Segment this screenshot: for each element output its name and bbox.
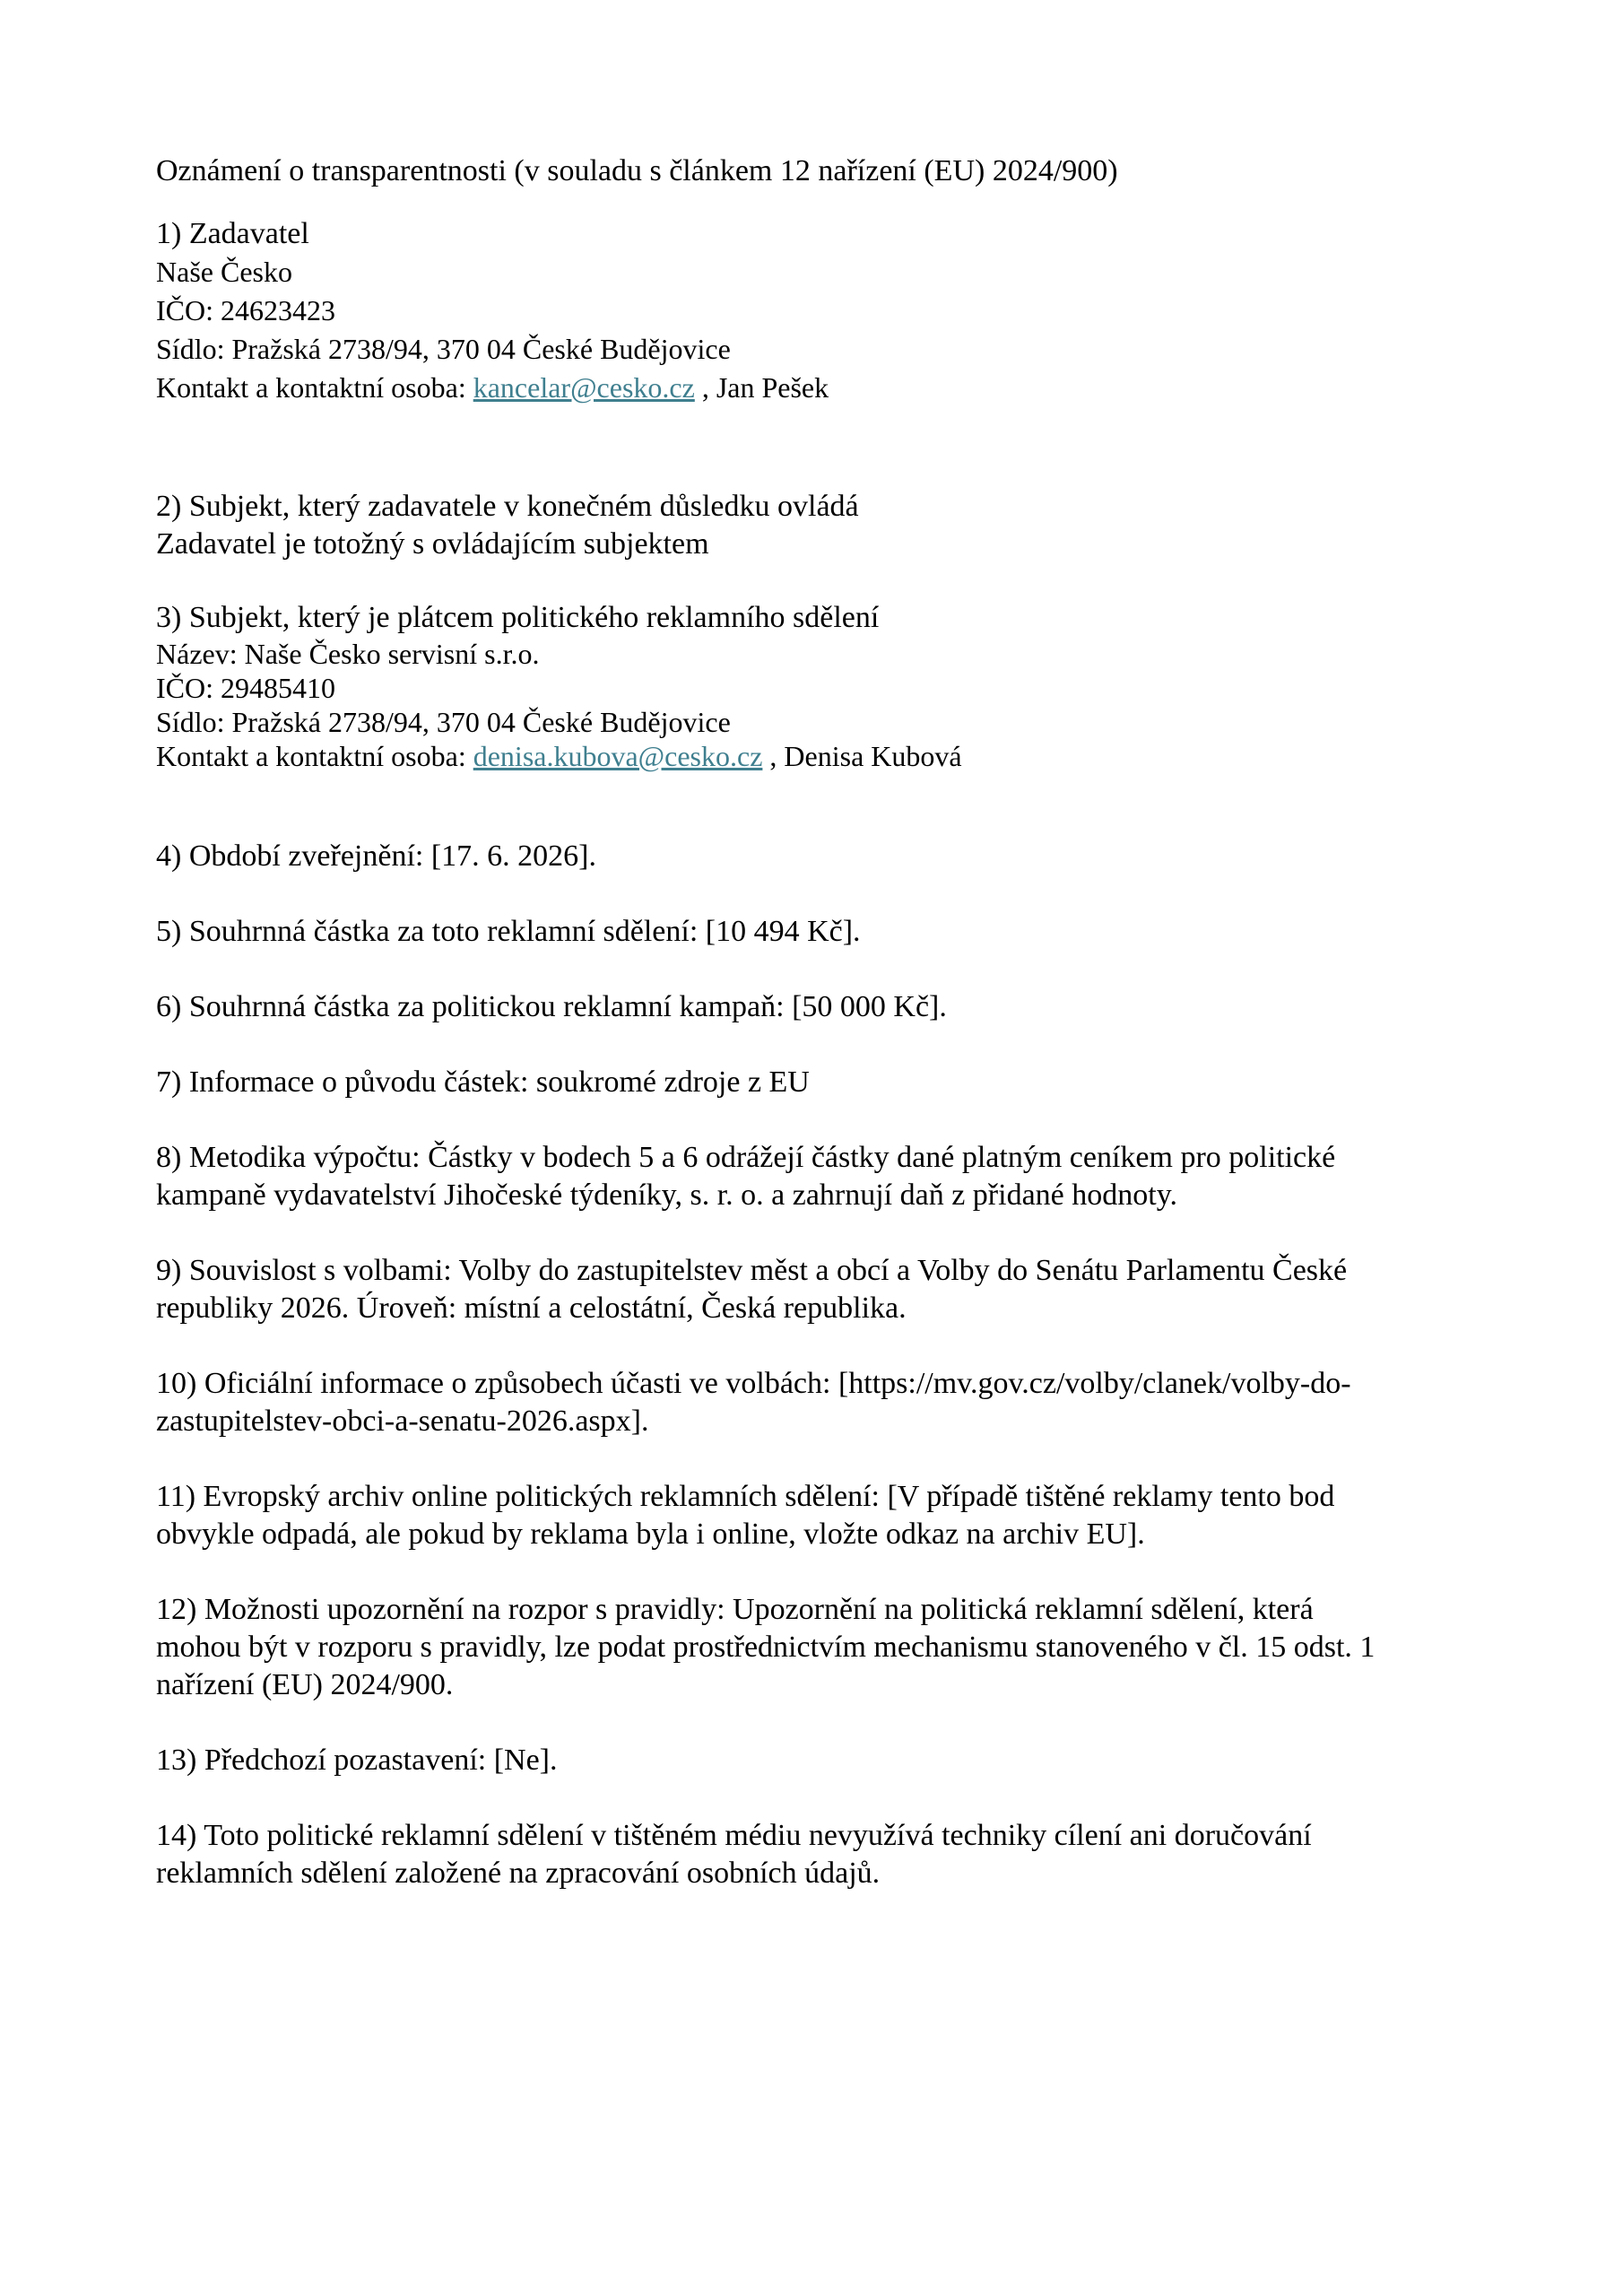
item-11-eu-archive-line-2: obvykle odpadá, ale pokud by reklama byla i online, vložte odkaz na archiv EU]. <box>156 1518 1145 1551</box>
section-1-contact-label: Kontakt a kontaktní osoba: <box>156 371 473 404</box>
item-13-previous-suspension: 13) Předchozí pozastavení: [Ne]. <box>156 1744 558 1777</box>
section-3-contact-person: , Denisa Kubová <box>762 740 962 772</box>
document-content <box>156 152 1501 1892</box>
item-4-publication-period: 4) Období zveřejnění: [17. 6. 2026]. <box>156 839 596 873</box>
item-8-methodology-line-1: 8) Metodika výpočtu: Částky v bodech 5 a 6 odrážejí částky dané platným ceníkem pro politické <box>156 1141 1336 1174</box>
item-7-origin-of-amounts: 7) Informace o původu částek: soukromé zdroje z EU <box>156 1065 810 1099</box>
section-3-seat: Sídlo: Pražská 2738/94, 370 04 České Budějovice <box>156 706 731 738</box>
item-11-eu-archive-line-1: 11) Evropský archiv online politických reklamních sdělení: [V případě tištěné reklamy tento bod <box>156 1480 1335 1513</box>
item-6-campaign-amount: 6) Souhrnná částka za politickou reklamní kampaň: [50 000 Kč]. <box>156 990 947 1023</box>
item-9-elections-line-1: 9) Souvislost s volbami: Volby do zastupitelstev měst a obcí a Volby do Senátu Parlamentu České <box>156 1254 1348 1287</box>
item-10-official-info-line-1: 10) Oficiální informace o způsobech účasti ve volbách: [https://mv.gov.cz/volby/clanek/volby-do- <box>156 1367 1351 1400</box>
section-3-heading: 3) Subjekt, který je plátcem politického reklamního sdělení <box>156 601 880 634</box>
section-1-ico: IČO: 24623423 <box>156 294 335 326</box>
item-8-methodology-line-2: kampaně vydavatelství Jihočeské týdeníky, s. r. o. a zahrnují daň z přidané hodnoty. <box>156 1178 1177 1212</box>
section-3-name: Název: Naše Česko servisní s.r.o. <box>156 638 540 670</box>
item-14-targeting-line-1: 14) Toto politické reklamní sdělení v tištěném médiu nevyužívá techniky cílení ani doručování <box>156 1819 1312 1852</box>
item-9-elections-line-2: republiky 2026. Úroveň: místní a celostátní, Česká republika. <box>156 1292 907 1325</box>
item-10-official-info-line-2: zastupitelstev-obci-a-senatu-2026.aspx]. <box>156 1405 649 1438</box>
section-1-name: Naše Česko <box>156 256 292 288</box>
section-3-contact-email-link[interactable]: denisa.kubova@cesko.cz <box>473 740 763 772</box>
item-12-notification-line-3: nařízení (EU) 2024/900. <box>156 1668 454 1701</box>
item-12-notification-line-1: 12) Možnosti upozornění na rozpor s pravidly: Upozornění na politická reklamní sdělení, která <box>156 1593 1314 1626</box>
section-1-contact-person: , Jan Pešek <box>694 371 829 404</box>
section-1-heading: 1) Zadavatel <box>156 217 309 250</box>
section-2-heading: 2) Subjekt, který zadavatele v konečném důsledku ovládá <box>156 490 859 523</box>
section-3-contact <box>156 739 1501 773</box>
section-1-seat: Sídlo: Pražská 2738/94, 370 04 České Budějovice <box>156 333 731 365</box>
document-title: Oznámení o transparentnosti (v souladu s článkem 12 nařízení (EU) 2024/900) <box>156 154 1118 187</box>
item-12-notification-line-2: mohou být v rozporu s pravidly, lze podat prostřednictvím mechanismu stanoveného v čl. 15 odst. 1 <box>156 1631 1376 1664</box>
section-1-contact-email-link[interactable]: kancelar@cesko.cz <box>473 371 695 404</box>
section-3-ico: IČO: 29485410 <box>156 672 335 704</box>
section-2-text: Zadavatel je totožný s ovládajícím subjektem <box>156 527 709 561</box>
section-1-contact <box>156 369 1501 407</box>
section-3-contact-label: Kontakt a kontaktní osoba: <box>156 740 473 772</box>
item-5-message-amount: 5) Souhrnná částka za toto reklamní sdělení: [10 494 Kč]. <box>156 915 861 948</box>
item-14-targeting-line-2: reklamních sdělení založené na zpracování osobních údajů. <box>156 1857 881 1890</box>
